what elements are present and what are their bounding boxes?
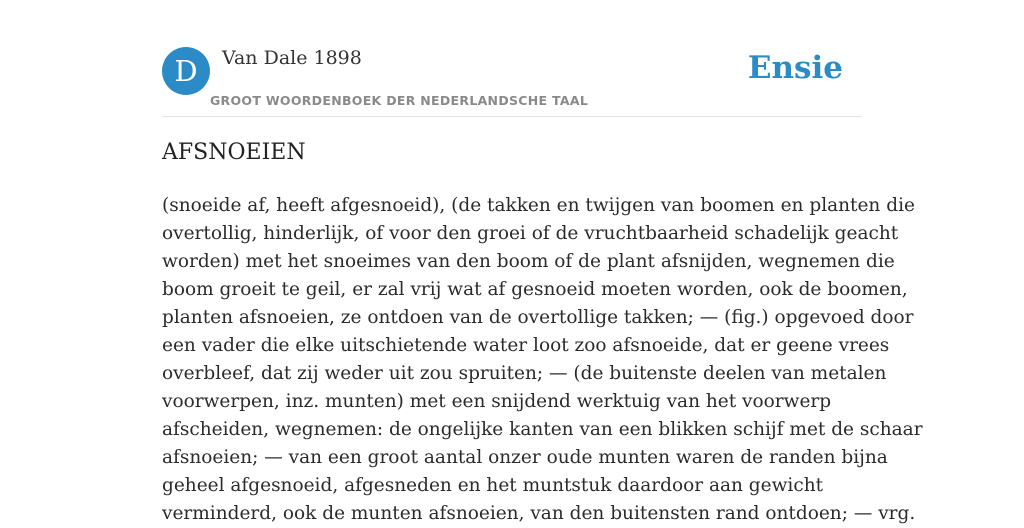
definition-line: worden) met het snoeimes van den boom of de plant afsnijden, wegnemen die — [162, 251, 895, 272]
entry-definition — [162, 192, 923, 528]
definition-line: planten afsnoeien, ze ontdoen van de overtollige takken; — (fig.) opgevoed door — [162, 307, 914, 328]
definition-line: (snoeide af, heeft afgesnoeid), (de takken en twijgen van boomen en planten die — [162, 195, 915, 216]
dictionary-subtitle: GROOT WOORDENBOEK DER NEDERLANDSCHE TAAL — [210, 93, 589, 108]
definition-line: een vader die elke uitschietende water loot zoo afsnoeide, dat er geene vrees — [162, 335, 890, 356]
brand-logo[interactable]: Ensie — [747, 50, 843, 86]
page-header — [162, 46, 862, 117]
definition-line: verminderd, ook de munten afsnoeien, van den buitensten rand ontdoen; — vrg. — [162, 503, 916, 524]
definition-line: afscheiden, wegnemen: de ongelijke kanten van een blikken schijf met de schaar — [162, 419, 923, 440]
dictionary-title[interactable]: Van Dale 1898 — [222, 47, 362, 69]
definition-line: boom groeit te geil, er zal vrij wat af gesnoeid moeten worden, ook de boomen, — [162, 279, 908, 300]
definition-line: voorwerpen, inz. munten) met een snijdend werktuig van het voorwerp — [162, 391, 832, 412]
definition-line: overtollig, hinderlijk, of voor den groei of de vruchtbaarheid schadelijk geacht — [162, 223, 899, 244]
definition-line: geheel afgesnoeid, afgesneden en het muntstuk daardoor aan gewicht — [162, 475, 824, 496]
entry-headword: AFSNOEIEN — [162, 140, 306, 165]
definition-line: overbleef, dat zij weder uit zou spruiten; — (de buitenste deelen van metalen — [162, 363, 887, 384]
dictionary-logo[interactable]: D — [162, 47, 210, 95]
definition-line: afsnoeien; — van een groot aantal onzer oude munten waren de randen bijna — [162, 447, 888, 468]
